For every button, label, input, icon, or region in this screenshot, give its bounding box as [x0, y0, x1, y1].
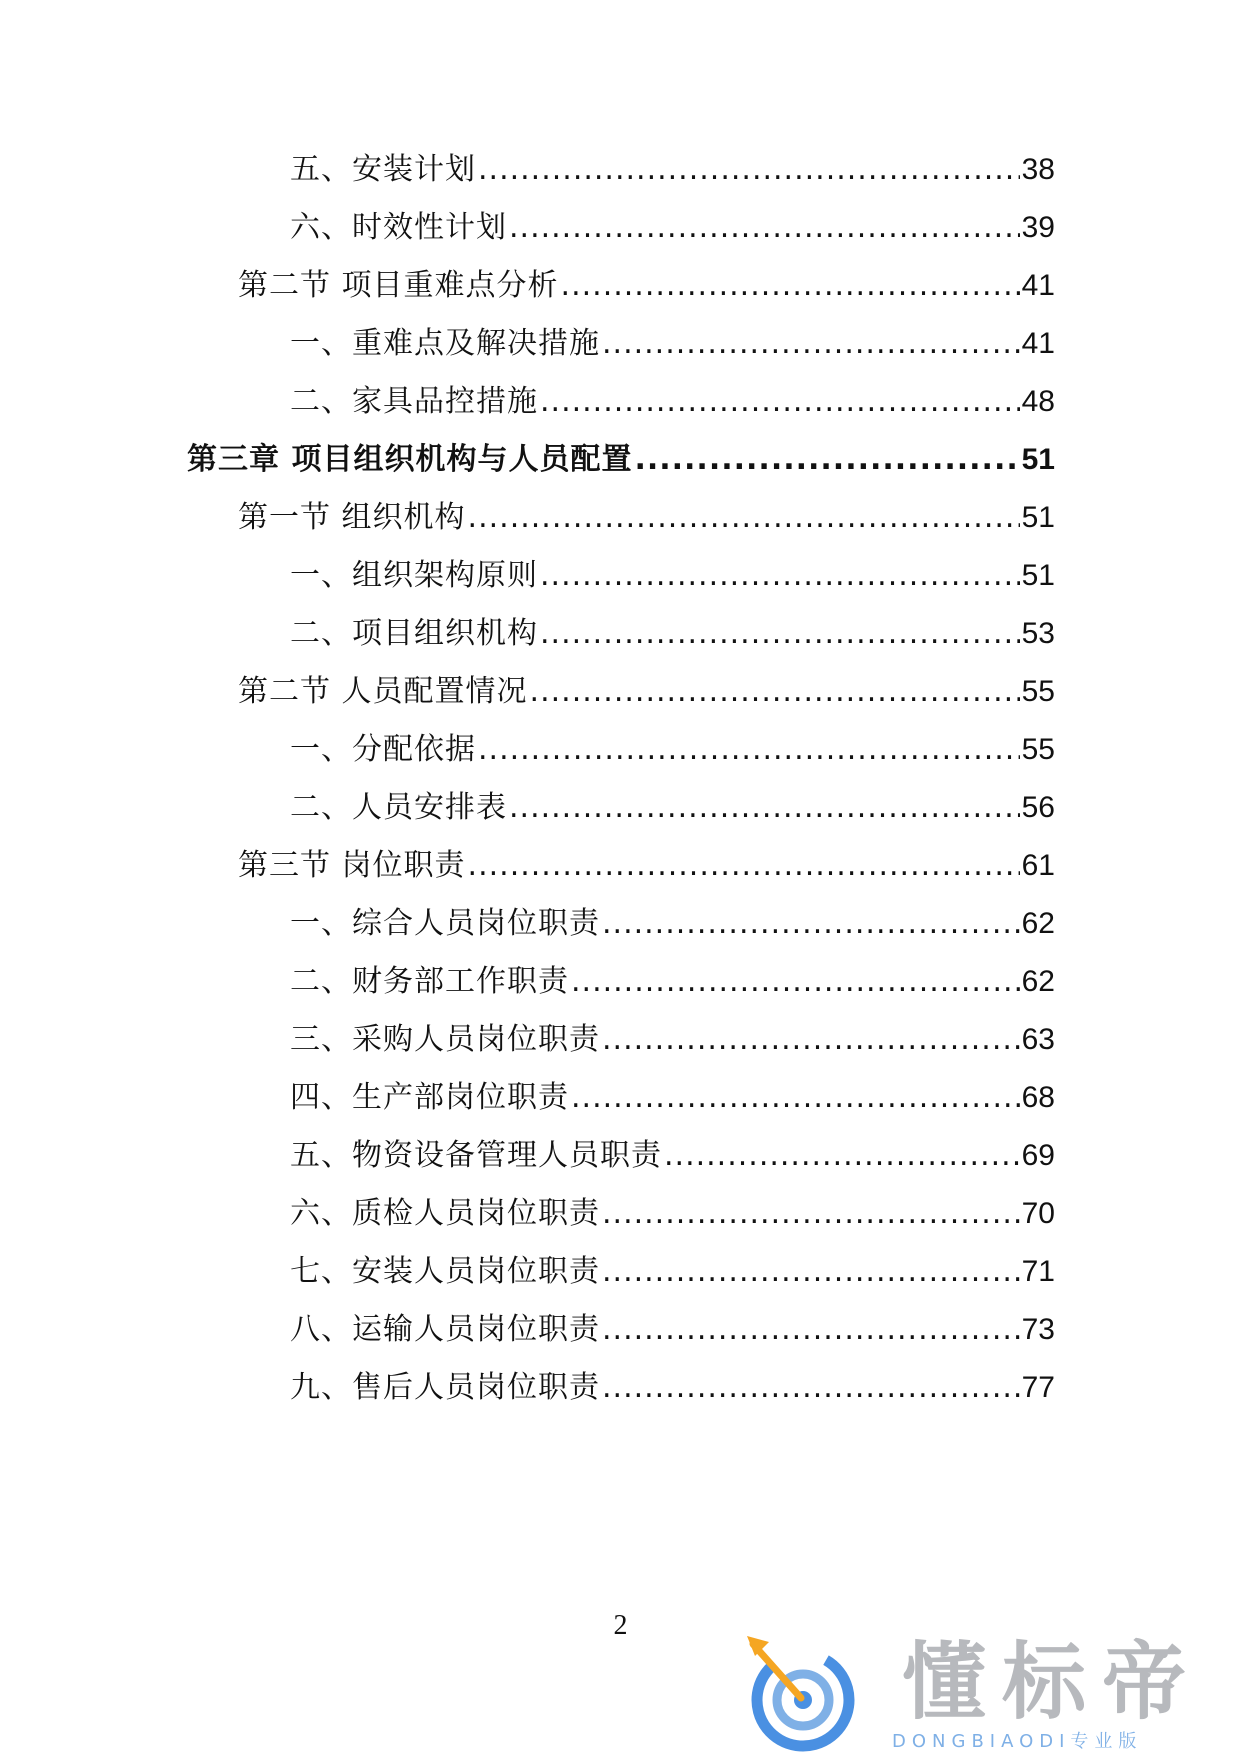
toc-entry-page: 61: [1021, 849, 1055, 882]
toc-entry-page: 55: [1021, 675, 1055, 708]
toc-entry-page: 51: [1021, 559, 1055, 592]
watermark-brand-text: 懂标帝: [902, 1633, 1203, 1731]
toc-entry[interactable]: [290, 612, 1055, 656]
toc-dot-leader: [664, 1134, 1020, 1178]
toc-dot-leader: [530, 670, 1020, 714]
toc-entry-page: 73: [1021, 1313, 1055, 1346]
toc-entry[interactable]: [290, 148, 1055, 192]
toc-dot-leader: [602, 902, 1020, 946]
toc-entry[interactable]: [238, 496, 1055, 540]
toc-entry-title: 二、人员安排表: [290, 790, 507, 825]
toc-dot-leader: [602, 1308, 1020, 1352]
toc-entry[interactable]: [238, 264, 1055, 308]
toc-entry[interactable]: [290, 786, 1055, 830]
toc-entry[interactable]: [290, 902, 1055, 946]
toc-entry-title: 六、质检人员岗位职责: [290, 1196, 600, 1231]
toc-entry-title: 一、组织架构原则: [290, 558, 538, 593]
toc-entry[interactable]: [290, 960, 1055, 1004]
toc-entry[interactable]: [290, 1134, 1055, 1178]
toc-entry[interactable]: [290, 728, 1055, 772]
toc-entry[interactable]: [290, 322, 1055, 366]
toc-entry-title: 二、项目组织机构: [290, 616, 538, 651]
watermark-subtitle: DONGBIAODI专业版: [892, 1731, 1143, 1752]
toc-entry-page: 77: [1021, 1371, 1055, 1404]
toc-entry-page: 71: [1021, 1255, 1055, 1288]
toc-dot-leader: [571, 960, 1020, 1004]
toc-dot-leader: [468, 844, 1020, 888]
toc-entry-title: 一、综合人员岗位职责: [290, 906, 600, 941]
toc-dot-leader: [509, 786, 1020, 830]
toc-entry[interactable]: [290, 1076, 1055, 1120]
toc-dot-leader: [602, 1250, 1020, 1294]
toc-entry[interactable]: [290, 1250, 1055, 1294]
toc-entry-page: 41: [1021, 269, 1055, 302]
toc-dot-leader: [602, 1192, 1020, 1236]
toc-entry-title: 第三章 项目组织机构与人员配置: [187, 442, 633, 477]
toc-entry-title: 一、分配依据: [290, 732, 476, 767]
toc-dot-leader: [478, 148, 1020, 192]
watermark-logo: [745, 1632, 1225, 1754]
toc-entry-page: 55: [1021, 733, 1055, 766]
toc-entry-title: 二、财务部工作职责: [290, 964, 569, 999]
toc-entry[interactable]: [290, 206, 1055, 250]
toc-entry-title: 四、生产部岗位职责: [290, 1080, 569, 1115]
toc-dot-leader: [602, 1366, 1020, 1410]
toc-entry[interactable]: [290, 1366, 1055, 1410]
toc-entry[interactable]: [238, 670, 1055, 714]
toc-entry-page: 48: [1021, 385, 1055, 418]
toc-entry-title: 第二节 人员配置情况: [238, 674, 528, 709]
toc-dot-leader: [540, 380, 1020, 424]
toc-dot-leader: [540, 554, 1020, 598]
toc-entry-title: 三、采购人员岗位职责: [290, 1022, 600, 1057]
toc-dot-leader: [602, 322, 1020, 366]
toc-dot-leader: [540, 612, 1020, 656]
toc-chapter-entry[interactable]: [187, 438, 1055, 482]
toc-entry[interactable]: [290, 380, 1055, 424]
target-arrow-icon: [745, 1632, 865, 1754]
toc-dot-leader: [509, 206, 1020, 250]
toc-entry-title: 五、物资设备管理人员职责: [290, 1138, 662, 1173]
toc-entry-page: 62: [1021, 965, 1055, 998]
toc-dot-leader: [478, 728, 1020, 772]
toc-entry-page: 68: [1021, 1081, 1055, 1114]
toc-entry-title: 一、重难点及解决措施: [290, 326, 600, 361]
toc-entry-title: 七、安装人员岗位职责: [290, 1254, 600, 1289]
toc-entry-page: 56: [1021, 791, 1055, 824]
toc-entry-title: 第二节 项目重难点分析: [238, 268, 559, 303]
toc-entry[interactable]: [290, 1308, 1055, 1352]
toc-entry-title: 第一节 组织机构: [238, 500, 466, 535]
toc-dot-leader: [561, 264, 1020, 308]
toc-entry-title: 二、家具品控措施: [290, 384, 538, 419]
page-number: 2: [613, 1610, 628, 1641]
toc-entry[interactable]: [290, 554, 1055, 598]
toc-entry[interactable]: [238, 844, 1055, 888]
toc-entry[interactable]: [290, 1192, 1055, 1236]
toc-entry-page: 39: [1021, 211, 1055, 244]
toc-entry-page: 51: [1021, 501, 1055, 534]
toc-entry-title: 八、运输人员岗位职责: [290, 1312, 600, 1347]
toc-entry-title: 第三节 岗位职责: [238, 848, 466, 883]
toc-entry-page: 63: [1021, 1023, 1055, 1056]
toc-entry-page: 70: [1021, 1197, 1055, 1230]
toc-entry-page: 51: [1021, 443, 1055, 476]
toc-entry-title: 五、安装计划: [290, 152, 476, 187]
toc-dot-leader: [571, 1076, 1020, 1120]
toc-dot-leader: [468, 496, 1020, 540]
toc-entry-title: 九、售后人员岗位职责: [290, 1370, 600, 1405]
toc-entry-page: 41: [1021, 327, 1055, 360]
toc-dot-leader: [634, 438, 1019, 482]
toc-entry-page: 62: [1021, 907, 1055, 940]
toc-entry-page: 38: [1021, 153, 1055, 186]
toc-entry-page: 69: [1021, 1139, 1055, 1172]
toc-entry-title: 六、时效性计划: [290, 210, 507, 245]
toc-entry-page: 53: [1021, 617, 1055, 650]
toc-dot-leader: [602, 1018, 1020, 1062]
toc-entry[interactable]: [290, 1018, 1055, 1062]
